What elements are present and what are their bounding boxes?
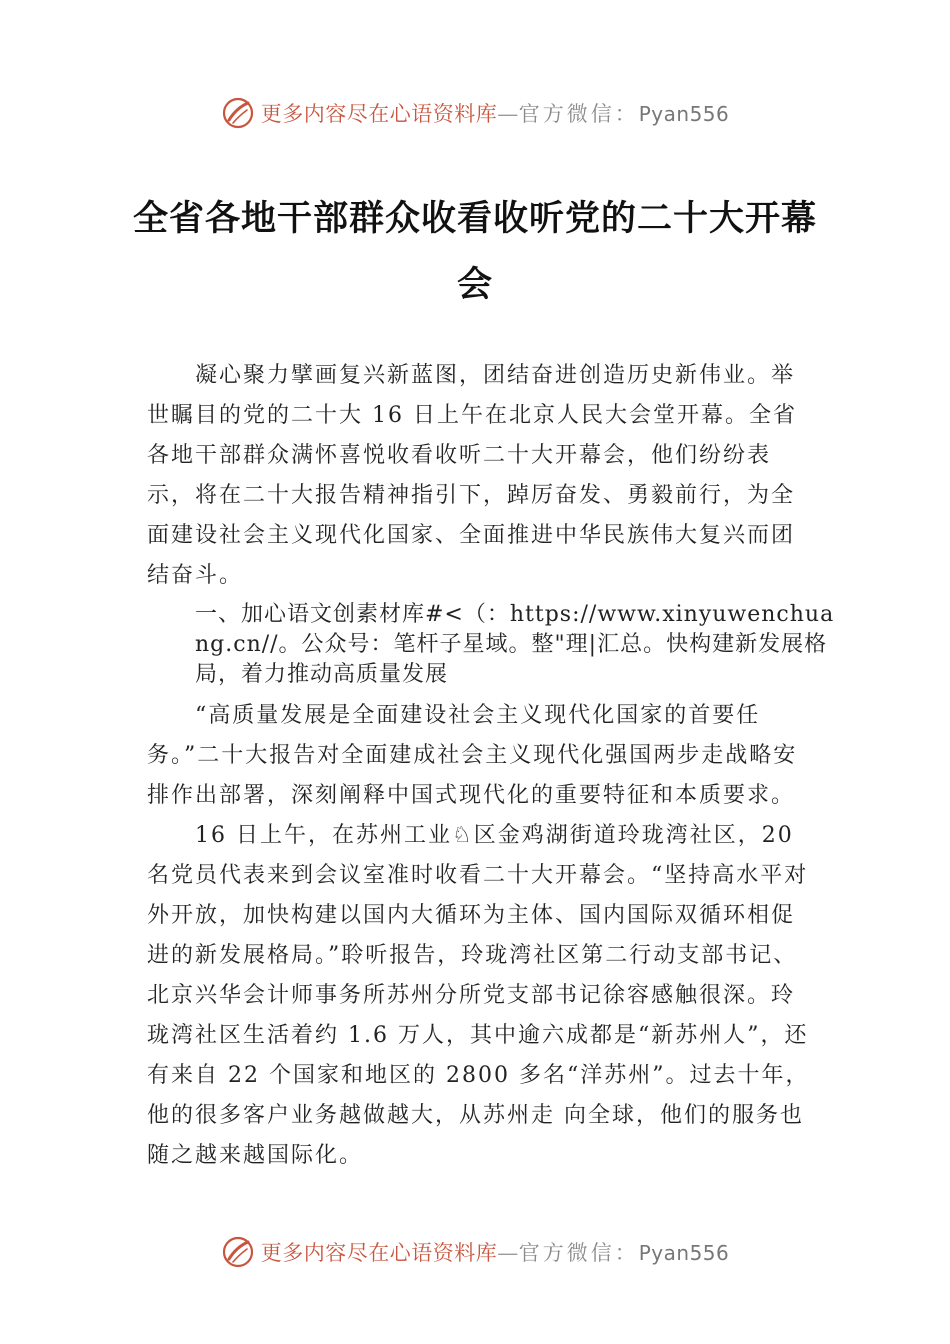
banner-dash: — xyxy=(497,102,519,126)
banner-wechat-id: Pyan556 xyxy=(638,102,730,126)
paragraph-suzhou: 16 日上午，在苏州工业♘区金鸡湖街道玲珑湾社区，20 名党员代表来到会议室准时收看二十大开幕会。“坚持高水平对外开放，加快构建以国内大循环为主体、国内国际双循环相促进的新发展格局。”聆听报告，玲珑湾社区第二行动支部书记、北京兴华会计师事务所苏州分所党支部书记徐容感触很深。玲珑湾社区生活着约 1.6 万人，其中逾六成都是“新苏州人”，还有来自 22 个国家和地区的 2800 多名“洋苏州”。过去十年，他的很多客户业务越做越大，从苏州走 向全球，他们的服务也随之越来越国际化。 xyxy=(147,823,810,1168)
header-watermark-banner xyxy=(0,96,950,130)
brush-logo-icon xyxy=(221,1235,255,1269)
footer-watermark-banner xyxy=(0,1235,950,1269)
banner-label: 官方微信： xyxy=(518,1241,639,1265)
article-body xyxy=(147,356,835,1176)
paragraph-quote: “高质量发展是全面建设社会主义现代化国家的首要任务。”二十大报告对全面建成社会主义现代化强国两步走战略安排作出部署，深刻阐释中国式现代化的重要特征和本质要求。 xyxy=(147,703,798,808)
page-title: 全省各地干部群众收看收听党的二十大开幕会 xyxy=(132,198,817,305)
banner-text: 更多内容尽在心语资料库 xyxy=(260,102,498,126)
banner-text: 更多内容尽在心语资料库 xyxy=(260,1241,498,1265)
section-heading: 一、加心语文创素材库#<（：https://www.xinyuwenchuang.cn//。公众号：笔杆子星域。整"理|汇总。快构建新发展格局，着力推动高质量发展 xyxy=(195,602,835,687)
banner-wechat-id: Pyan556 xyxy=(638,1241,730,1265)
paragraph-intro: 凝心聚力擘画复兴新蓝图，团结奋进创造历史新伟业。举世瞩目的党的二十大 16 日上午在北京人民大会堂开幕。全省各地干部群众满怀喜悦收看收听二十大开幕会，他们纷纷表示，将在二十大报告精神指引下，踔厉奋发、勇毅前行，为全面建设社会主义现代化国家、全面推进中华民族伟大复兴而团结奋斗。 xyxy=(147,363,797,588)
brush-logo-icon xyxy=(221,96,255,130)
banner-dash: — xyxy=(497,1241,519,1265)
banner-label: 官方微信： xyxy=(518,102,639,126)
